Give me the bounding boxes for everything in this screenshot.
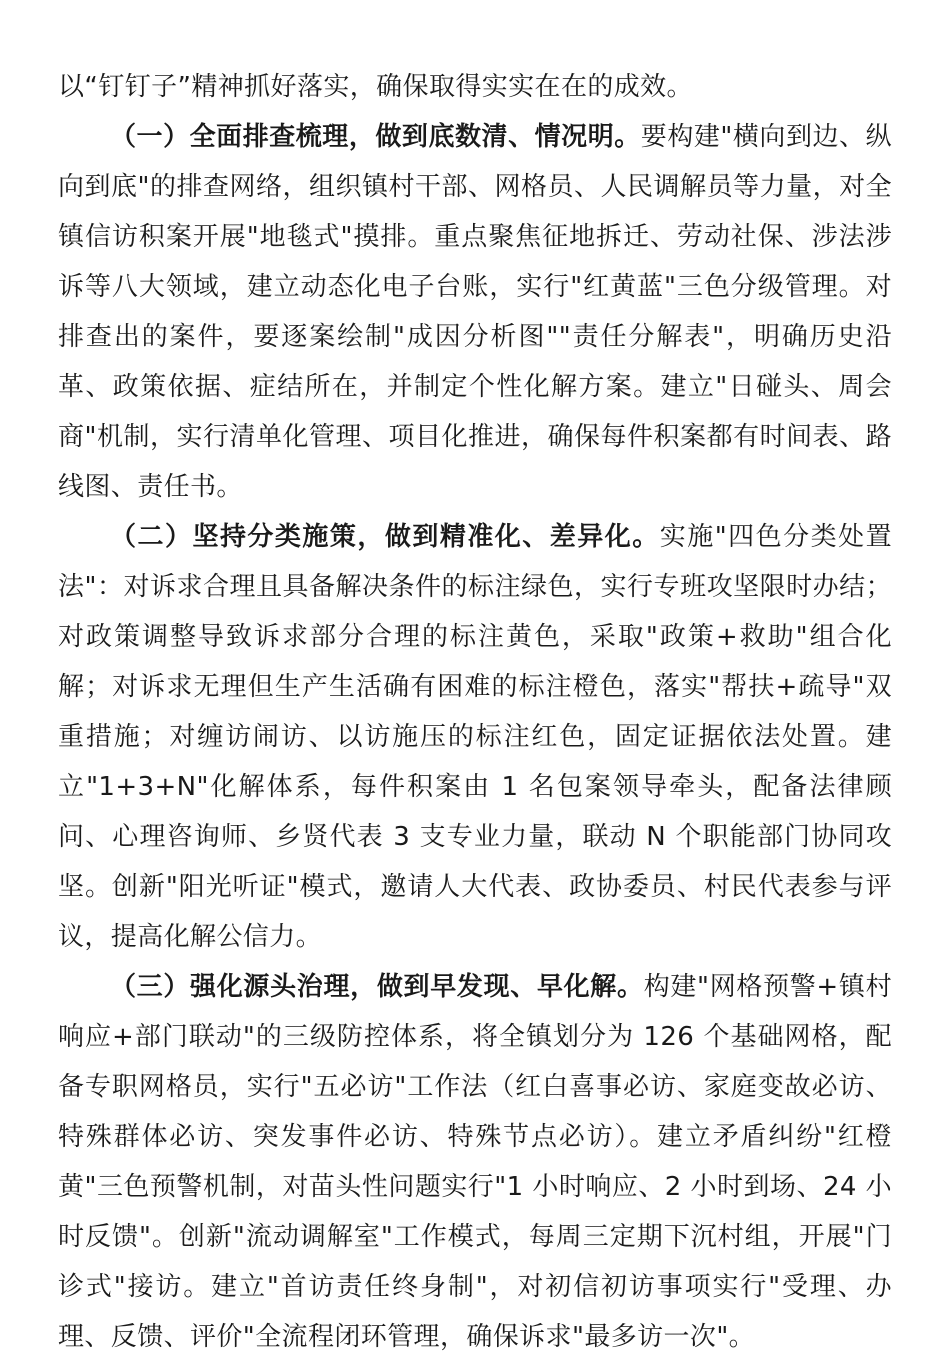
paragraph-section-1: [58, 112, 892, 512]
paragraph-intro-text: 以“钉钉子”精神抓好落实，确保取得实实在在的成效。: [58, 72, 693, 102]
paragraph-section-2: [58, 512, 892, 962]
section-1-body: 要构建"横向到边、纵向到底"的排查网络，组织镇村干部、网格员、人民调解员等力量，对全镇信访积案开展"地毯式"摸排。重点聚焦征地拆迁、劳动社保、涉法涉诉等八大领域，建立动态化电子台账，实行"红黄蓝"三色分级管理。对排查出的案件，要逐案绘制"成因分析图""责任分解表"，明确历史沿革、政策依据、症结所在，并制定个性化解方案。建立"日碰头、周会商"机制，实行清单化管理、项目化推进，确保每件积案都有时间表、路线图、责任书。: [58, 122, 892, 502]
section-2-heading: （二）坚持分类施策，做到精准化、差异化。: [110, 522, 660, 552]
document-page: [58, 62, 892, 1362]
section-2-body: 实施"四色分类处置法"：对诉求合理且具备解决条件的标注绿色，实行专班攻坚限时办结；对政策调整导致诉求部分合理的标注黄色，采取"政策+救助"组合化解；对诉求无理但生产生活确有困难的标注橙色，落实"帮扶+疏导"双重措施；对缠访闹访、以访施压的标注红色，固定证据依法处置。建立"1+3+N"化解体系，每件积案由 1 名包案领导牵头，配备法律顾问、心理咨询师、乡贤代表 3 支专业力量，联动 N 个职能部门协同攻坚。创新"阳光听证"模式，邀请人大代表、政协委员、村民代表参与评议，提高化解公信力。: [58, 522, 892, 952]
section-3-heading: （三）强化源头治理，做到早发现、早化解。: [110, 972, 644, 1002]
paragraph-section-3: [58, 962, 892, 1362]
section-1-heading: （一）全面排查梳理，做到底数清、情况明。: [110, 122, 641, 152]
section-3-body: 构建"网格预警+镇村响应+部门联动"的三级防控体系，将全镇划分为 126 个基础网格，配备专职网格员，实行"五必访"工作法（红白喜事必访、家庭变故必访、特殊群体必访、突发事件必访、特殊节点必访）。建立矛盾纠纷"红橙黄"三色预警机制，对苗头性问题实行"1 小时响应、2 小时到场、24 小时反馈"。创新"流动调解室"工作模式，每周三定期下沉村组，开展"门诊式"接访。建立"首访责任终身制"，对初信初访事项实行"受理、办理、反馈、评价"全流程闭环管理，确保诉求"最多访一次"。: [58, 972, 893, 1352]
paragraph-intro: [58, 62, 892, 112]
